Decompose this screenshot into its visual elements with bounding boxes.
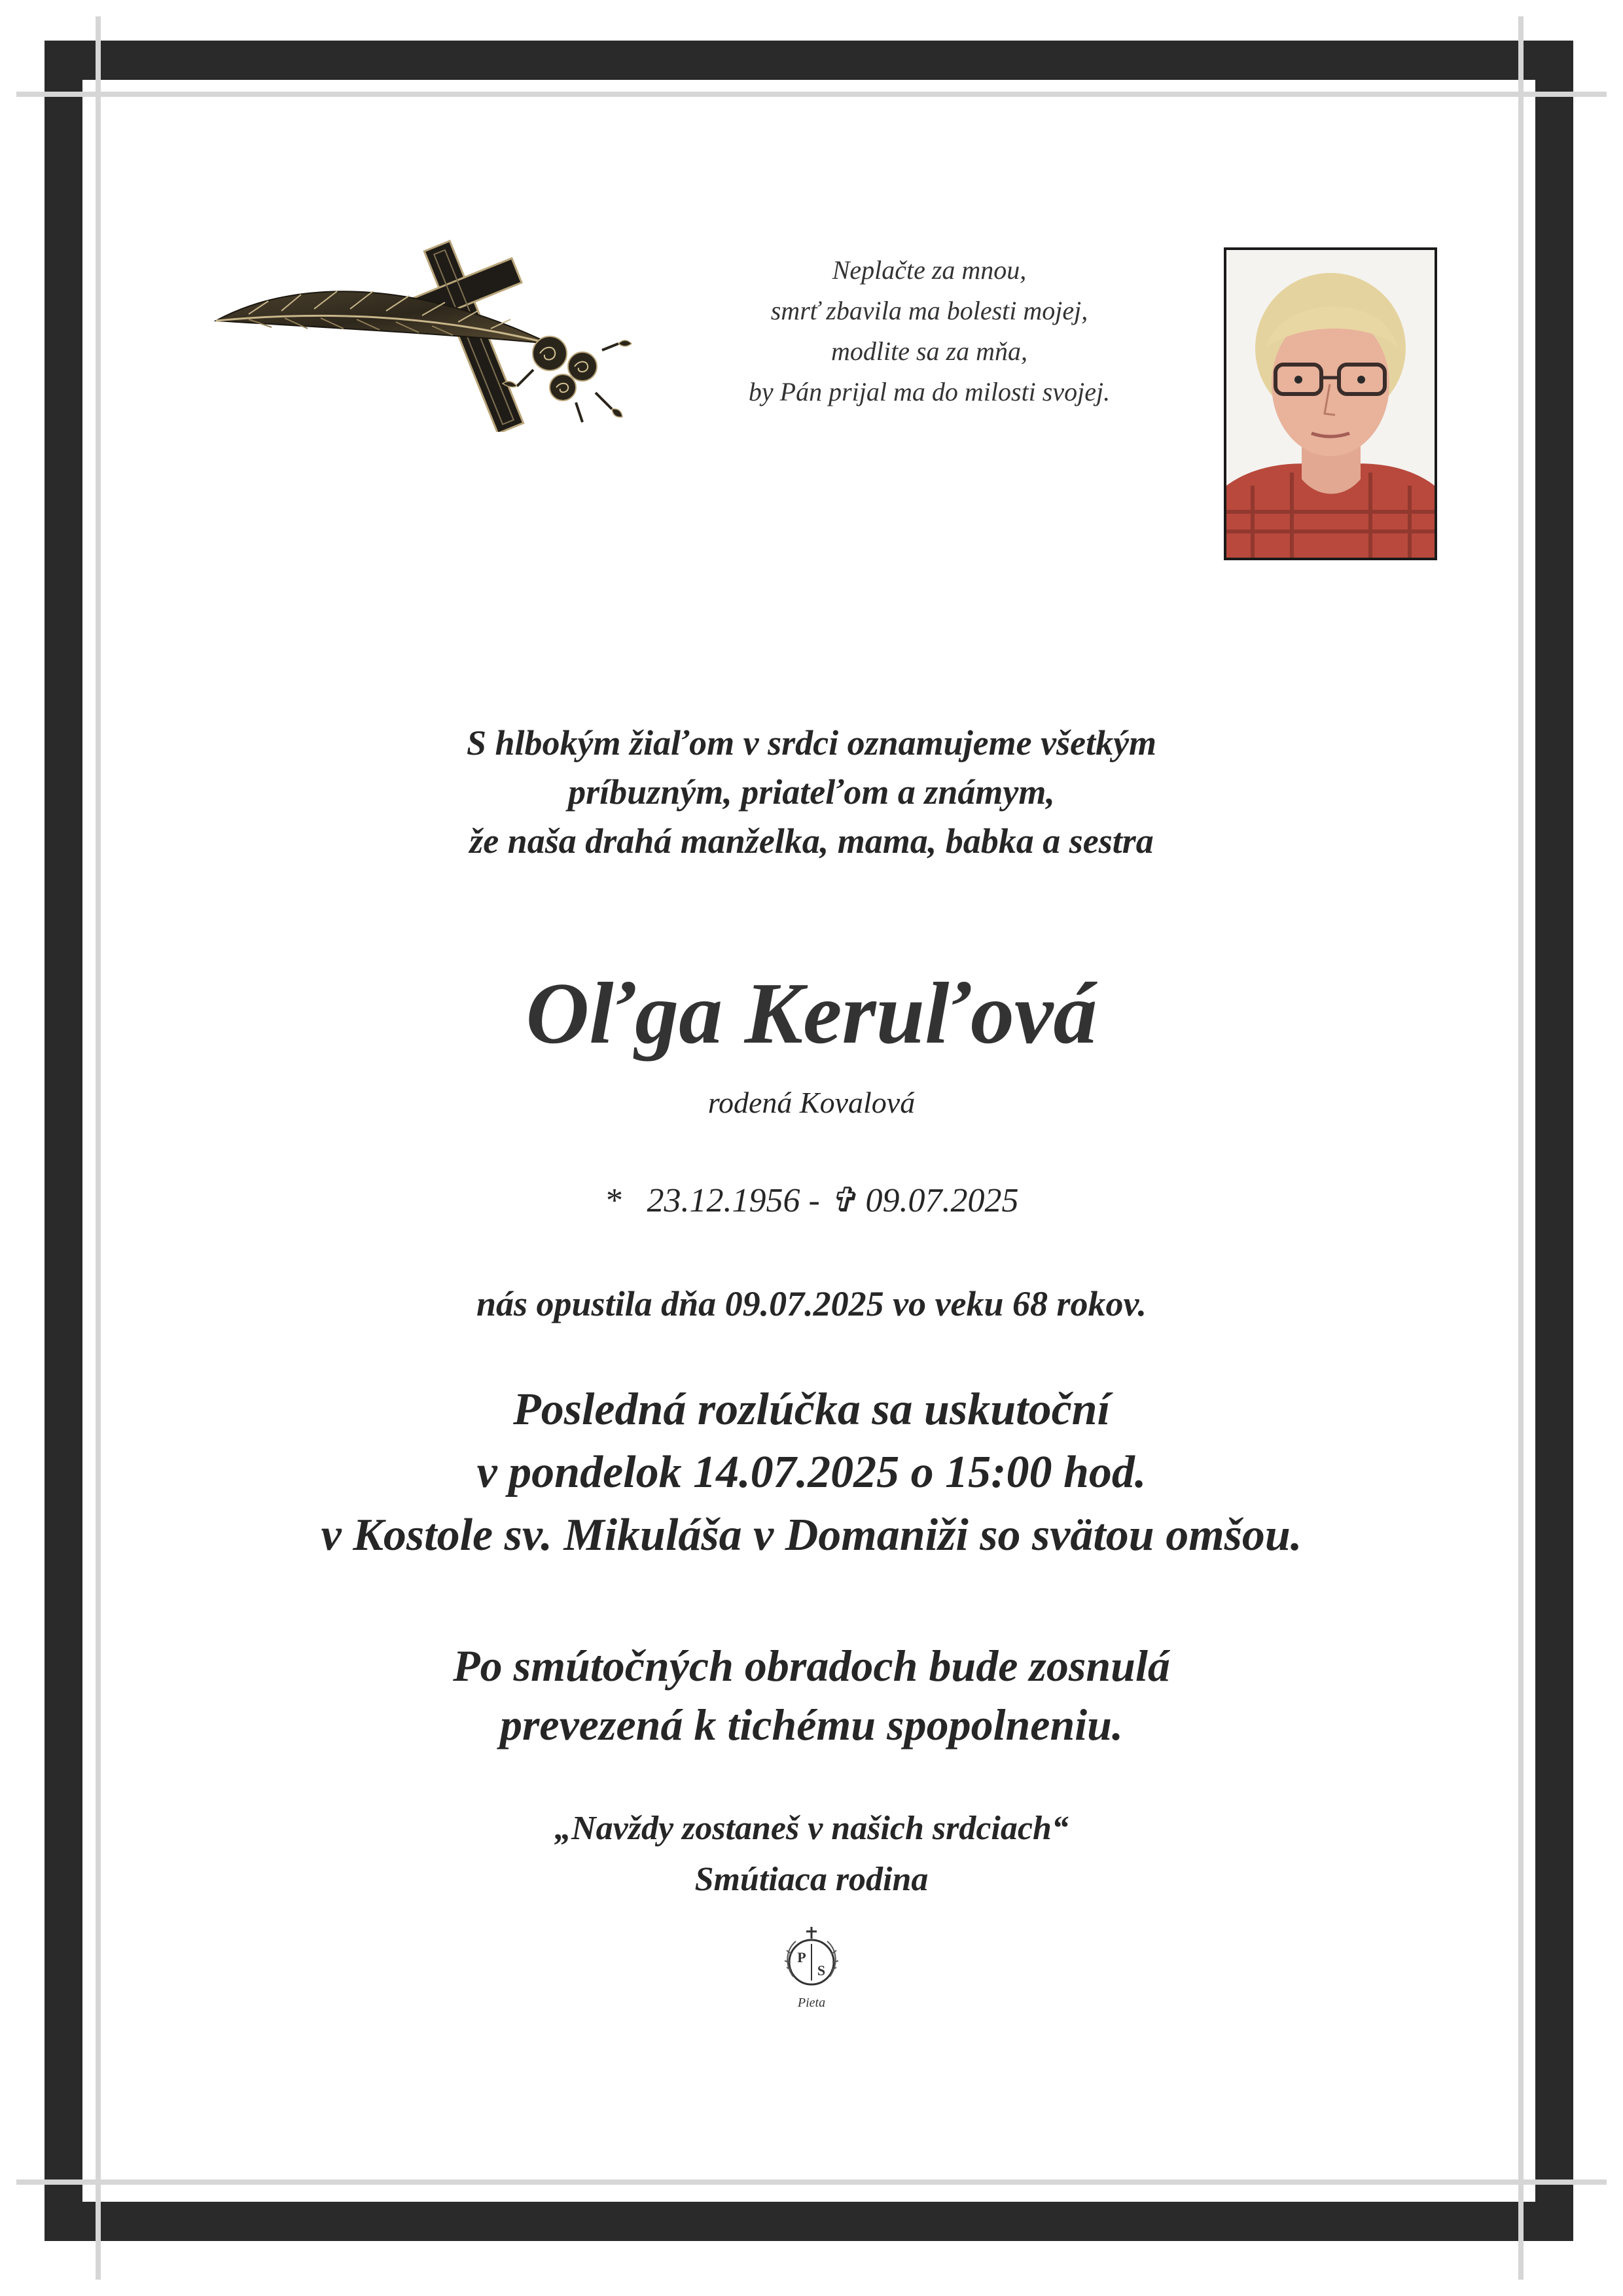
cross-palm-emblem-icon [209,236,635,432]
frame-thin-line-top [16,92,1607,97]
death-cross-icon: ✞ [828,1182,857,1219]
poem-line: Neplačte za mnou, [832,255,1027,285]
poem-line: modlite sa za mňa, [831,336,1027,366]
svg-text:S: S [817,1962,826,1979]
date-separator: - [808,1182,820,1219]
farewell-line: v pondelok 14.07.2025 o 15:00 hod. [476,1447,1147,1498]
frame-top-bar [45,41,1573,80]
cremation-info [131,1636,1492,1754]
poem-verse [628,250,1230,412]
life-dates [131,1178,1492,1224]
frame-thin-line-right [1518,16,1524,2280]
svg-text:P: P [797,1949,806,1965]
farewell-info [131,1378,1492,1567]
pieta-logo-icon [772,1924,851,2016]
frame-thin-line-bottom [16,2179,1607,2185]
closing-quote: „Navždy zostaneš v našich srdciach“ [554,1810,1069,1847]
frame-left-bar [45,41,82,2241]
deceased-name: Oľga Keruľová [526,965,1097,1062]
family-signature: Smútiaca rodina [694,1861,929,1898]
frame-bottom-bar [45,2202,1573,2241]
farewell-line: v Kostole sv. Mikuláša v Domaniži so svätou omšou. [321,1510,1302,1560]
poem-line: smrť zbavila ma bolesti mojej, [770,296,1088,325]
death-date: 09.07.2025 [865,1182,1019,1219]
intro-line: že naša drahá manželka, mama, babka a sestra [469,821,1154,861]
frame-right-bar [1535,41,1573,2241]
svg-text:Pieta: Pieta [797,1996,826,2010]
announcement-intro [131,719,1492,866]
portrait-photo [1224,247,1437,560]
maiden-name: rodená Kovalová [707,1086,916,1119]
intro-line: S hlbokým žiaľom v srdci oznamujeme všetkým [466,723,1157,762]
palm-branch-icon [216,291,550,344]
cremation-line: prevezená k tichému spopolneniu. [499,1700,1124,1749]
birth-date: 23.12.1956 [647,1182,800,1219]
closing-block [131,1803,1492,1905]
roses-icon [503,336,632,422]
intro-line: príbuzným, priateľom a známym, [568,772,1055,812]
frame-thin-line-left [96,16,101,2280]
farewell-line: Posledná rozlúčka sa uskutoční [512,1384,1111,1435]
birth-symbol: * [604,1182,622,1219]
poem-line: by Pán prijal ma do milosti svojej. [748,377,1111,406]
cremation-line: Po smútočných obradoch bude zosnulá [453,1641,1170,1691]
passed-away-text: nás opustila dňa 09.07.2025 vo veku 68 rokov. [476,1284,1147,1323]
